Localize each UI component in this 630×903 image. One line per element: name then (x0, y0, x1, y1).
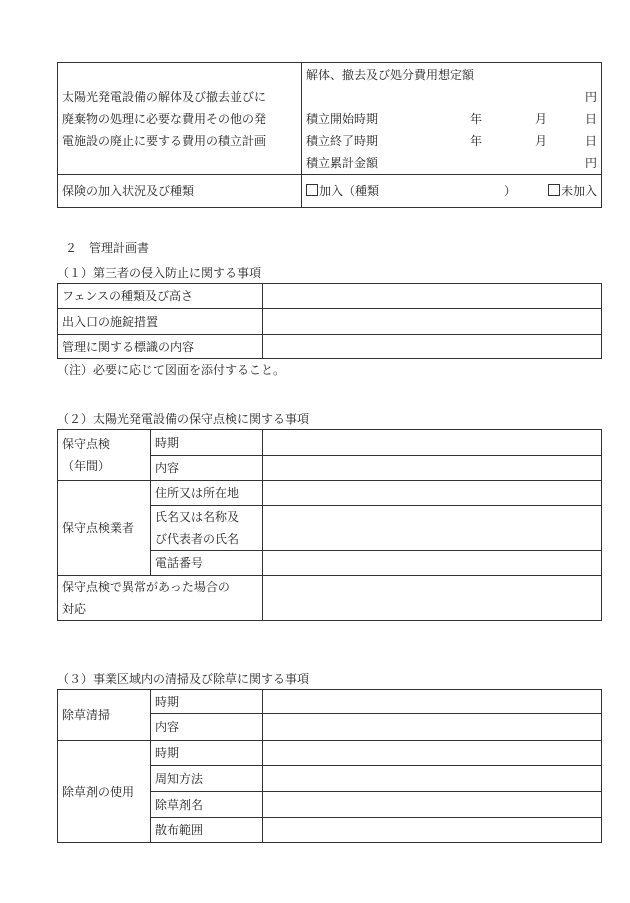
end-year-unit: 年 (469, 134, 482, 148)
cleaning-weeding-table (57, 689, 602, 843)
herbicide-name-value[interactable] (263, 792, 602, 818)
inspection-content-value[interactable] (263, 456, 602, 481)
anomaly-label-line-1: 保守点検で異常があった場合の (62, 580, 230, 594)
herbicide-name-label: 除草剤名 (151, 792, 263, 818)
maintenance-table (57, 429, 602, 621)
start-year-unit: 年 (469, 112, 482, 126)
sub2-title: （２）太陽光発電設備の保守点検に関する事項 (57, 412, 310, 426)
accumulation-start-row (306, 108, 597, 130)
inspector-name-line-1: 氏名又は名称及 (155, 510, 240, 524)
herbicide-use-label: 除草剤の使用 (58, 741, 151, 843)
end-month-unit: 月 (534, 134, 547, 148)
inspection-time-value[interactable] (263, 430, 602, 456)
herbicide-notice-value[interactable] (263, 766, 602, 792)
weeding-time-label: 時期 (151, 690, 263, 714)
decommissioning-plan-values (302, 63, 602, 175)
insurance-values (302, 175, 602, 208)
herbicide-area-label: 散布範囲 (151, 818, 263, 843)
herbicide-notice-label: 周知方法 (151, 766, 263, 792)
inspection-content-label: 内容 (151, 456, 263, 481)
inspector-label: 保守点検業者 (58, 481, 151, 576)
entrance-lock-label: 出入口の施錠措置 (58, 309, 263, 335)
decommissioning-table (57, 62, 602, 208)
inspector-name-value[interactable] (263, 506, 602, 551)
sub1-note: （注）必要に応じて図面を添付すること。 (57, 363, 286, 377)
inspector-address-label: 住所又は所在地 (151, 481, 263, 506)
sub3-title: （３）事業区域内の清掃及び除草に関する事項 (57, 672, 310, 686)
inspector-name-line-2: び代表者の氏名 (155, 532, 240, 546)
weeding-content-value[interactable] (263, 714, 602, 741)
herbicide-area-value[interactable] (263, 818, 602, 843)
sub1-title: （１）第三者の侵入防止に関する事項 (57, 266, 262, 280)
anomaly-response-label (58, 576, 263, 621)
inspector-phone-value[interactable] (263, 551, 602, 576)
anomaly-label-line-2: 対応 (62, 602, 87, 616)
entrance-lock-value[interactable] (263, 309, 602, 335)
decom-label-line-1: 太陽光発電設備の解体及び撤去並びに (62, 89, 267, 104)
inspection-label-line-1: 保守点検 (62, 437, 111, 451)
accumulation-end-row (306, 130, 597, 152)
insurance-join-label: 加入（種類 (319, 184, 380, 198)
sign-content-value[interactable] (263, 335, 602, 359)
decom-label-line-2: 廃棄物の処理に必要な費用その他の発 (62, 111, 267, 126)
inspector-address-value[interactable] (263, 481, 602, 506)
insurance-join-checkbox[interactable] (306, 184, 318, 196)
end-day-unit: 日 (584, 134, 597, 148)
fence-type-value[interactable] (263, 284, 602, 309)
start-month-unit: 月 (534, 112, 547, 126)
decom-label-line-3: 電施設の廃止に要する費用の積立計画 (62, 133, 267, 148)
weeding-cleaning-label: 除草清掃 (58, 690, 151, 741)
cumulative-amount-row (306, 152, 597, 174)
inspector-name-label (151, 506, 263, 551)
weeding-time-value[interactable] (263, 690, 602, 714)
fence-type-label: フェンスの種類及び高さ (58, 284, 263, 309)
decommissioning-plan-label (58, 63, 302, 175)
cumulative-amount-yen: 円 (584, 156, 597, 170)
insurance-label: 保険の加入状況及び種類 (58, 175, 302, 208)
anomaly-response-value[interactable] (263, 576, 602, 621)
cumulative-amount-label: 積立累計金額 (306, 156, 379, 170)
inspection-time-label: 時期 (151, 430, 263, 456)
accumulation-start-label: 積立開始時期 (306, 112, 379, 126)
insurance-not-join-label: 未加入 (560, 184, 597, 198)
insurance-paren-close: ） (503, 184, 516, 198)
inspection-annual-label (58, 430, 151, 481)
decom-estimate-yen: 円 (584, 90, 597, 104)
sign-content-label: 管理に関する標識の内容 (58, 335, 263, 359)
decom-estimate-label: 解体、撤去及び処分費用想定額 (306, 68, 475, 82)
insurance-not-join-checkbox[interactable] (548, 184, 560, 196)
herbicide-time-label: 時期 (151, 741, 263, 766)
inspection-label-line-2: （年間） (62, 459, 111, 473)
inspector-phone-label: 電話番号 (151, 551, 263, 576)
intrusion-prevention-table (57, 283, 602, 359)
weeding-content-label: 内容 (151, 714, 263, 741)
section-2-title: ２ 管理計画書 (65, 241, 150, 255)
start-day-unit: 日 (584, 112, 597, 126)
accumulation-end-label: 積立終了時期 (306, 134, 379, 148)
herbicide-time-value[interactable] (263, 741, 602, 766)
